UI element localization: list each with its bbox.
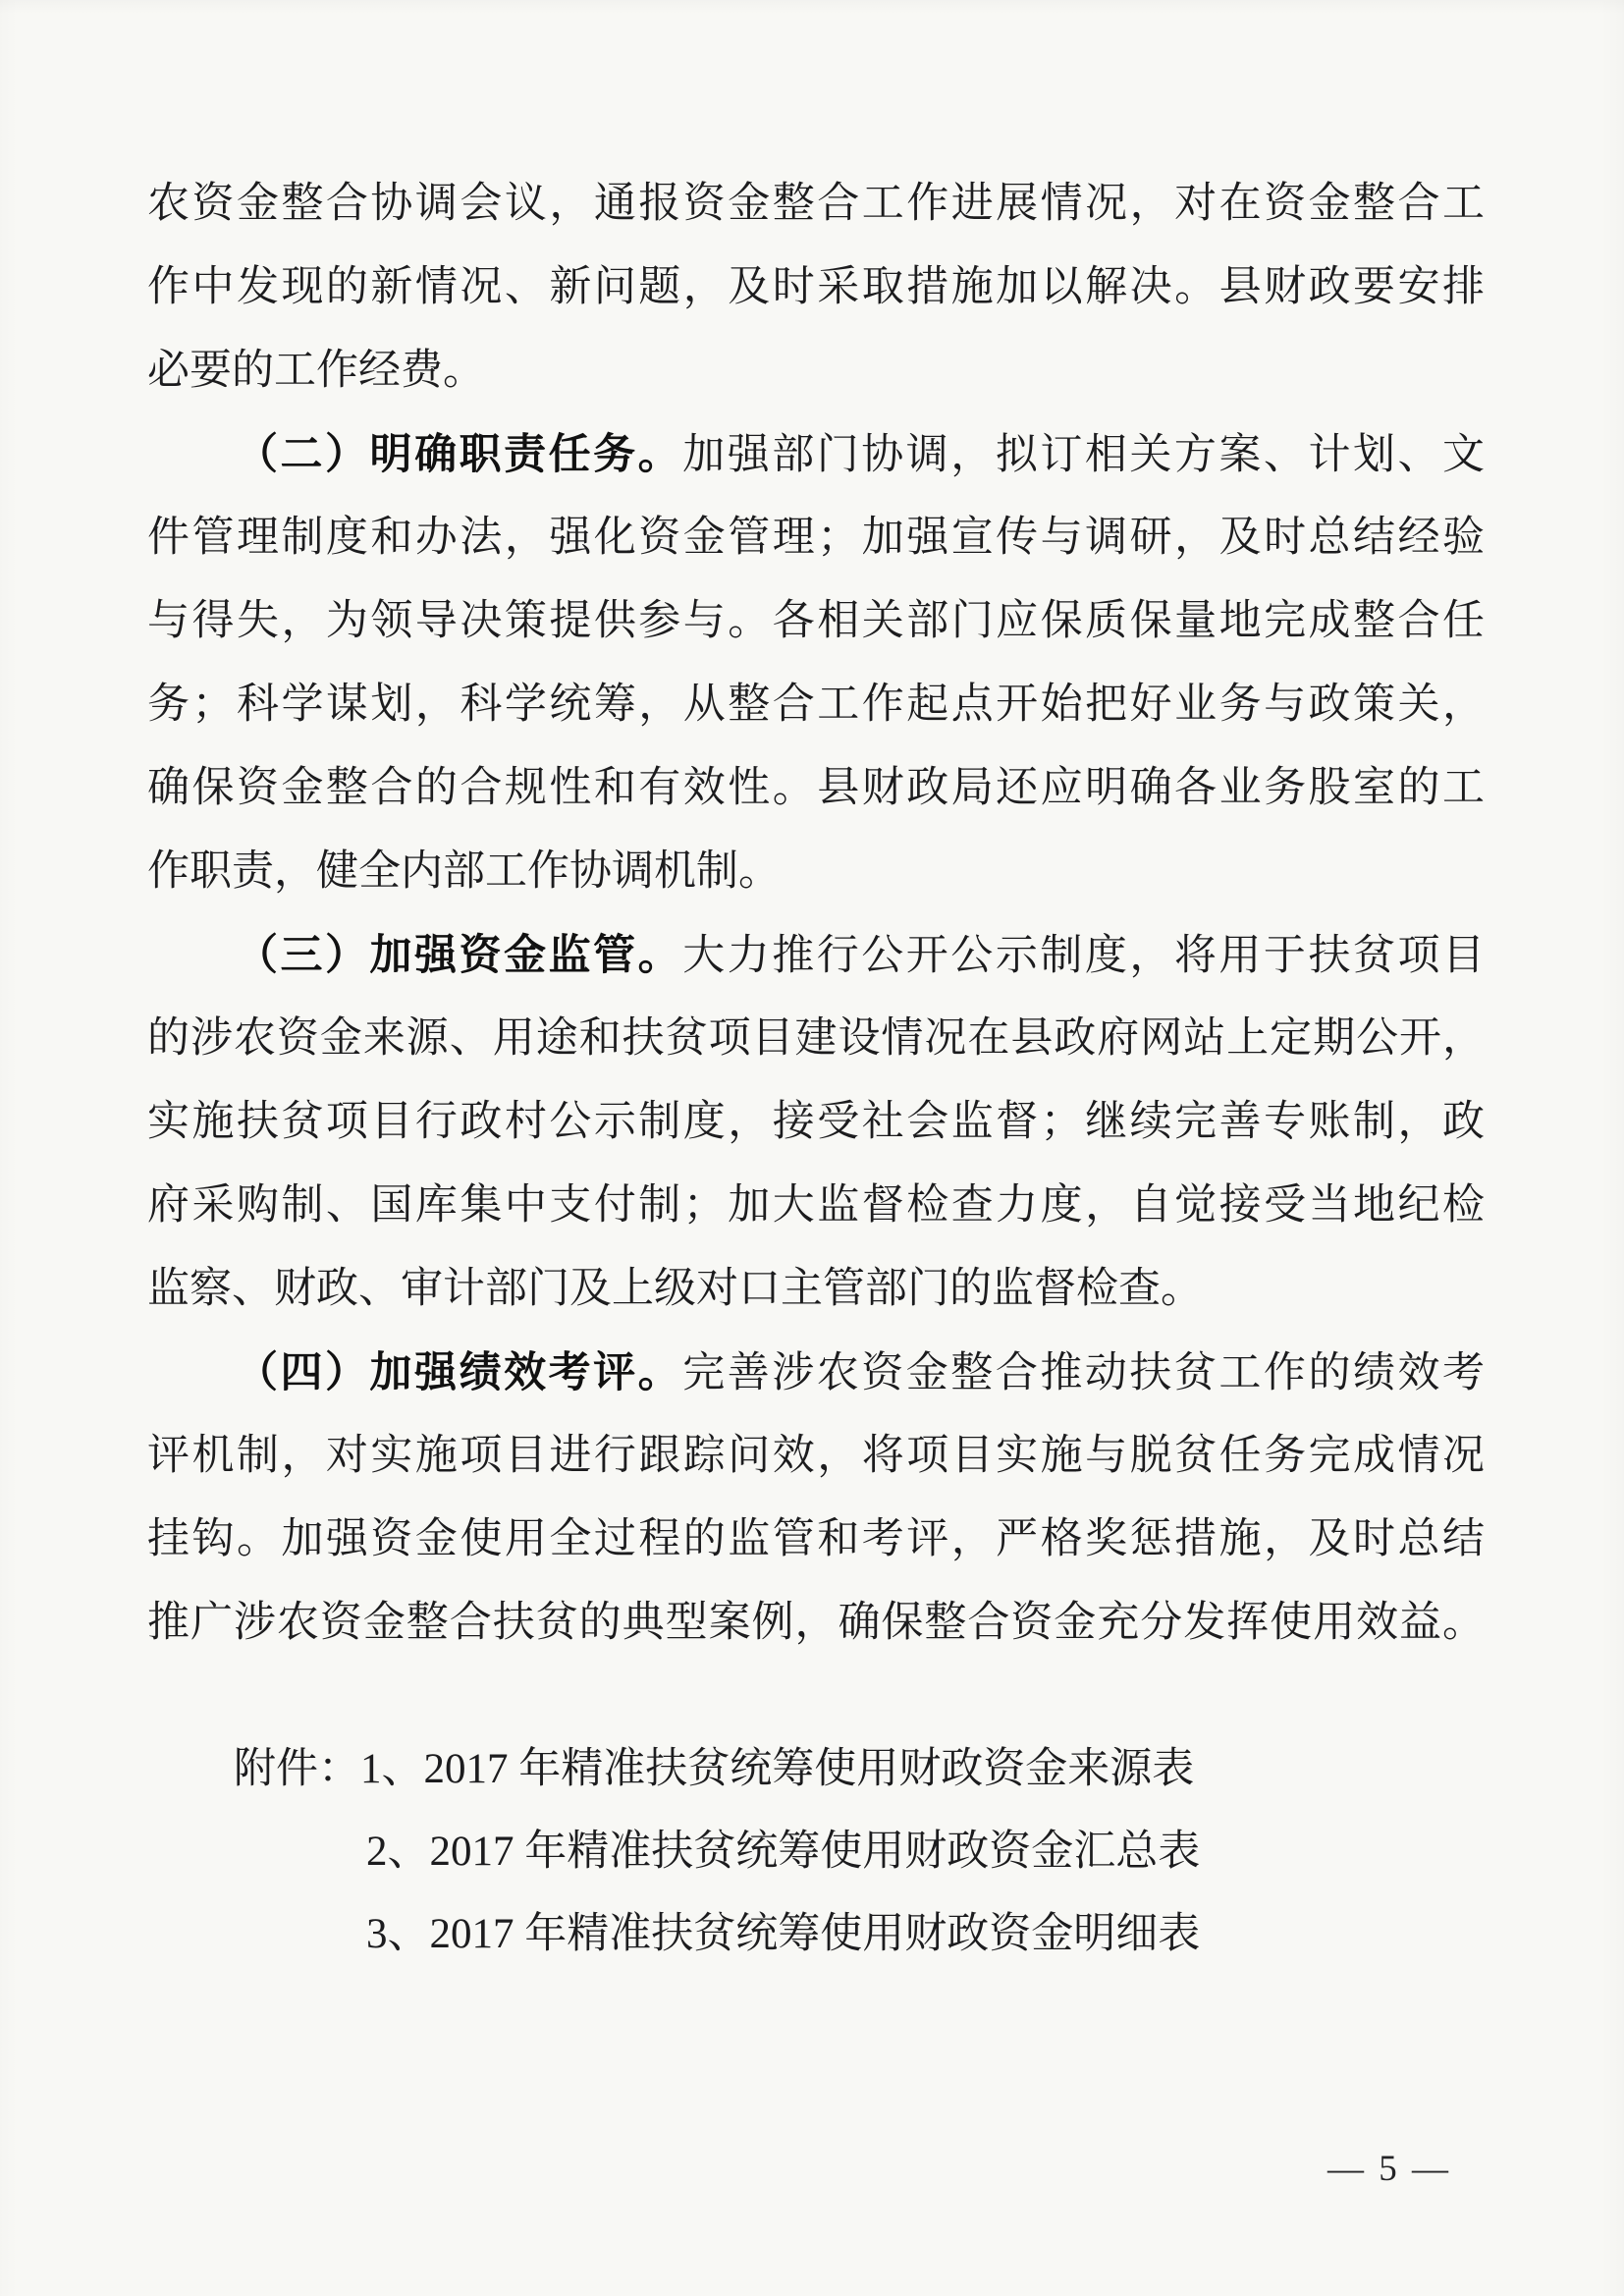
body-text: 件管理制度和办法，强化资金管理；加强宣传与调研，及时总结经验 <box>147 515 1485 561</box>
body-text: 推广涉农资金整合扶贫的典型案例，确保整合资金充分发挥使用效益。 <box>147 1600 1485 1646</box>
body-text: 加强部门协调，拟订相关方案、计划、文 <box>682 432 1486 478</box>
body-line <box>147 675 1485 736</box>
body-line <box>147 1509 1485 1570</box>
attachment-line-1 <box>234 1739 1194 1800</box>
body-line <box>147 1593 1485 1654</box>
body-line <box>147 1092 1485 1153</box>
body-line <box>147 1342 1485 1404</box>
body-text: 挂钩。加强资金使用全过程的监管和考评，严格奖惩措施，及时总结 <box>147 1516 1485 1562</box>
body-line <box>147 1426 1485 1487</box>
body-line <box>147 758 1485 819</box>
body-line <box>147 1175 1485 1236</box>
section-heading-2: （二）明确职责任务。 <box>236 430 683 479</box>
body-line <box>147 842 1485 902</box>
attachment-text: 2、2017 年精准扶贫统筹使用财政资金汇总表 <box>366 1829 1201 1875</box>
page-number: — 5 — <box>1327 2149 1451 2189</box>
body-line <box>147 424 1485 486</box>
section-heading-4: （四）加强绩效考评。 <box>236 1348 683 1397</box>
body-text: 大力推行公开公示制度，将用于扶贫项目 <box>682 933 1486 979</box>
attachment-line-2 <box>366 1822 1200 1883</box>
body-text: 完善涉农资金整合推动扶贫工作的绩效考 <box>682 1350 1486 1396</box>
body-line <box>147 341 1485 402</box>
body-text: 作职责，健全内部工作协调机制。 <box>147 848 781 895</box>
body-line <box>147 174 1485 235</box>
body-text: 农资金整合协调会议，通报资金整合工作进展情况，对在资金整合工 <box>147 181 1485 227</box>
body-text: 的涉农资金来源、用途和扶贫项目建设情况在县政府网站上定期公开， <box>147 1015 1485 1062</box>
body-line <box>147 1009 1485 1069</box>
body-text: 府采购制、国库集中支付制；加大监督检查力度，自觉接受当地纪检 <box>147 1182 1485 1229</box>
body-text: 与得失，为领导决策提供参与。各相关部门应保质保量地完成整合任 <box>147 598 1485 644</box>
attachment-text: 附件：1、2017 年精准扶贫统筹使用财政资金来源表 <box>234 1746 1195 1792</box>
body-line <box>147 257 1485 318</box>
body-text: 评机制，对实施项目进行跟踪问效，将项目实施与脱贫任务完成情况 <box>147 1433 1485 1479</box>
attachment-text: 3、2017 年精准扶贫统筹使用财政资金明细表 <box>366 1911 1201 1957</box>
body-line <box>147 591 1485 652</box>
body-line <box>147 508 1485 569</box>
attachment-line-3 <box>366 1904 1200 1965</box>
body-text: 监察、财政、审计部门及上级对口主管部门的监督检查。 <box>147 1266 1203 1312</box>
section-heading-3: （三）加强资金监管。 <box>236 931 683 980</box>
body-text: 作中发现的新情况、新问题，及时采取措施加以解决。县财政要安排 <box>147 264 1485 310</box>
body-text: 实施扶贫项目行政村公示制度，接受社会监督；继续完善专账制，政 <box>147 1099 1485 1145</box>
body-text: 务；科学谋划，科学统筹，从整合工作起点开始把好业务与政策关， <box>147 682 1485 728</box>
body-text: 确保资金整合的合规性和有效性。县财政局还应明确各业务股室的工 <box>147 765 1485 811</box>
body-line <box>147 1259 1485 1320</box>
body-line <box>147 925 1485 987</box>
body-text: 必要的工作经费。 <box>147 348 485 394</box>
